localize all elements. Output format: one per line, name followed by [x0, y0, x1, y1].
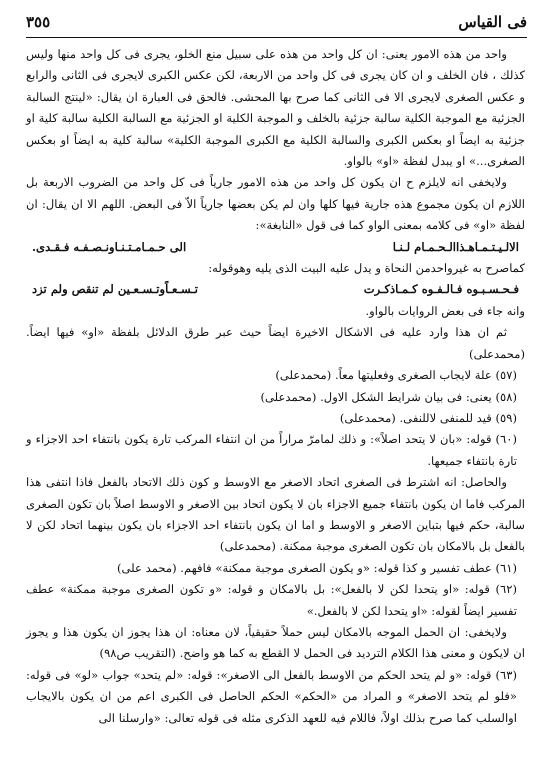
footnote: (٥٩) قيد للمنفى لاللنفى. (محمدعلى)	[339, 410, 517, 425]
header-rule	[26, 37, 527, 38]
verse-intro: كماصرح به غيرواحدمن النحاة و يدل عليه البيت الذى يليه وهوقوله:	[208, 261, 525, 276]
verse-line	[26, 279, 525, 300]
paragraph: ثم ان هذا وارد عليه فى الاشكال الاخيرة ايضاً حيث عبر طرق الدلائل بلفظة «او» فيها ايضاً. (محمدعلى)	[26, 325, 525, 361]
page-number: ٣٥٥	[26, 13, 51, 31]
verse-line	[26, 237, 525, 258]
paragraph: ولايخفى: ان الحمل الموجه بالامكان ليس حملاً حقيقياً، لان معناه: ان هذا يجوز ان يكون هذا و يجوز ان لايكون و معنى هذا الكلام الترديد فى الحمل لا القطع به كما هو واضح. (التقريب ص٩٨)	[26, 624, 525, 661]
verse-hemistich-first: الالـيـتـمـاهـذاالـحـمـام لـنـا	[392, 239, 519, 254]
paragraph: وانه جاء فى بعض الروايات بالواو.	[365, 303, 525, 318]
paragraph: ولايخفى انه لايلزم ح ان يكون كل واحد من هذه الامور جارياً فى كل واحد من الضروب الاربعة بل اللازم ان يكون مجموع هذه جارية فيها كلها وان لم يكن بعضها جارياً الاّ فى البعض. اللهم الا ان يقال: ان لفظة «او» فى كلامه بمعنى الواو كما فى قول «النابغة»:	[26, 175, 525, 233]
paragraph: والحاصل: انه اشترط فى الصغرى اتحاد الاصغر مع الاوسط و كون ذلك الاتحاد بالفعل فاذا انتفى هذا المركب فاما ان يكون بانتفاء جميع الاجزاء بان لا يكون اتحاد بين الاصغر و الاوسط اصلاً بان تكون الصغرى سالبة، حكم فيها بتباين الاصغر و الاوسط و اما ان يكون بانتفاء احد الاجزاء بان يكون بينهما اتحاد لكن لا بالفعل بل بالامكان بان تكون الصغرى موجبة ممكنة. (محمدعلى)	[26, 475, 525, 554]
footnote: (٥٧) علة لايجاب الصغرى وفعليتها معاً. (محمدعلى)	[275, 368, 517, 383]
paragraph: واحد من هذه الامور يعنى: ان كل واحد من هذه على سبيل منع الخلو، يجرى فى كل واحد منها وليس كذلك ، فان الخلف و ان كان يجرى فى كل واحد من الاربعة، لكن عكس الكبرى لايجرى فى الثانى والرابع و عكس الصغرى لايجرى الا فى الثانى كما صرح بها المحشى. فالحق فى العبارة ان يقال: «لينتج السالبة الجزئية مع الموجبة الكلية سالبة جزئية بالخلف و الموجبة الكلية او الجزئية مع السالبة الكلية سالبة كلية او جزئية به ايضاً او بعكس الكبرى والسالبة الكلية مع الكبرى الموجبة الكلية» سالبة كلية به ايضاً او بعكس الصغرى...» او يبدل لفظة «او» بالواو.	[26, 47, 525, 169]
footnote: (٥٨) يعنى: فى بيان شرايط الشكل الاول. (محمدعلى)	[260, 389, 517, 404]
running-title: فى القياس	[458, 13, 527, 31]
footnote: (٦٢) قوله: «او يتحدا لكن لا بالفعل»: بل بالامكان و قوله: «و تكون الصغرى موجبة ممكنة» عطف تفسير ايضاً لقوله: «او يتحدا لكن لا بالفعل.»	[26, 582, 517, 618]
verse-hemistich-second: الى حـمـامـتـنـاونـصـفـه فـقـدى.	[32, 239, 187, 254]
footnote: (٦٣) قوله: «و لم يتحد الحكم من الاوسط بالفعل الى الاصغر»: قوله: «لم يتحد» جواب «لو» فى قوله: «فلو لم يتحد الاصغر» و المراد من «الحكم» الحكم الحاصل فى الكبرى اعم من ان يكون بالايجاب اوالسلب كما صرح بذلك اولاً، فاللام فيه للعهد الذكرى مثله فى قوله تعالى: «وارسلنا الى	[26, 667, 517, 725]
page-header	[26, 8, 527, 36]
verse-hemistich-first: فـحـسـبـوه فـالـفـوه كـمـاذكـرت	[363, 282, 519, 297]
footnote: (٦٠) قوله: «بان لا يتحد اصلاً»: و ذلك لمامرّ مراراً من ان انتفاء المركب تارة يكون بانتفاء احد الاجزاء و تارة بانتفاء جميعها.	[26, 432, 517, 468]
verse-hemistich-second: تـسـعـاًوتـسـعـين لم تنقص ولم تزد	[32, 282, 198, 297]
page-body	[26, 44, 525, 729]
footnote: (٦١) عطف تفسير و كذا قوله: «و يكون الصغرى موجبة ممكنة» فافهم. (محمد على)	[116, 560, 517, 575]
